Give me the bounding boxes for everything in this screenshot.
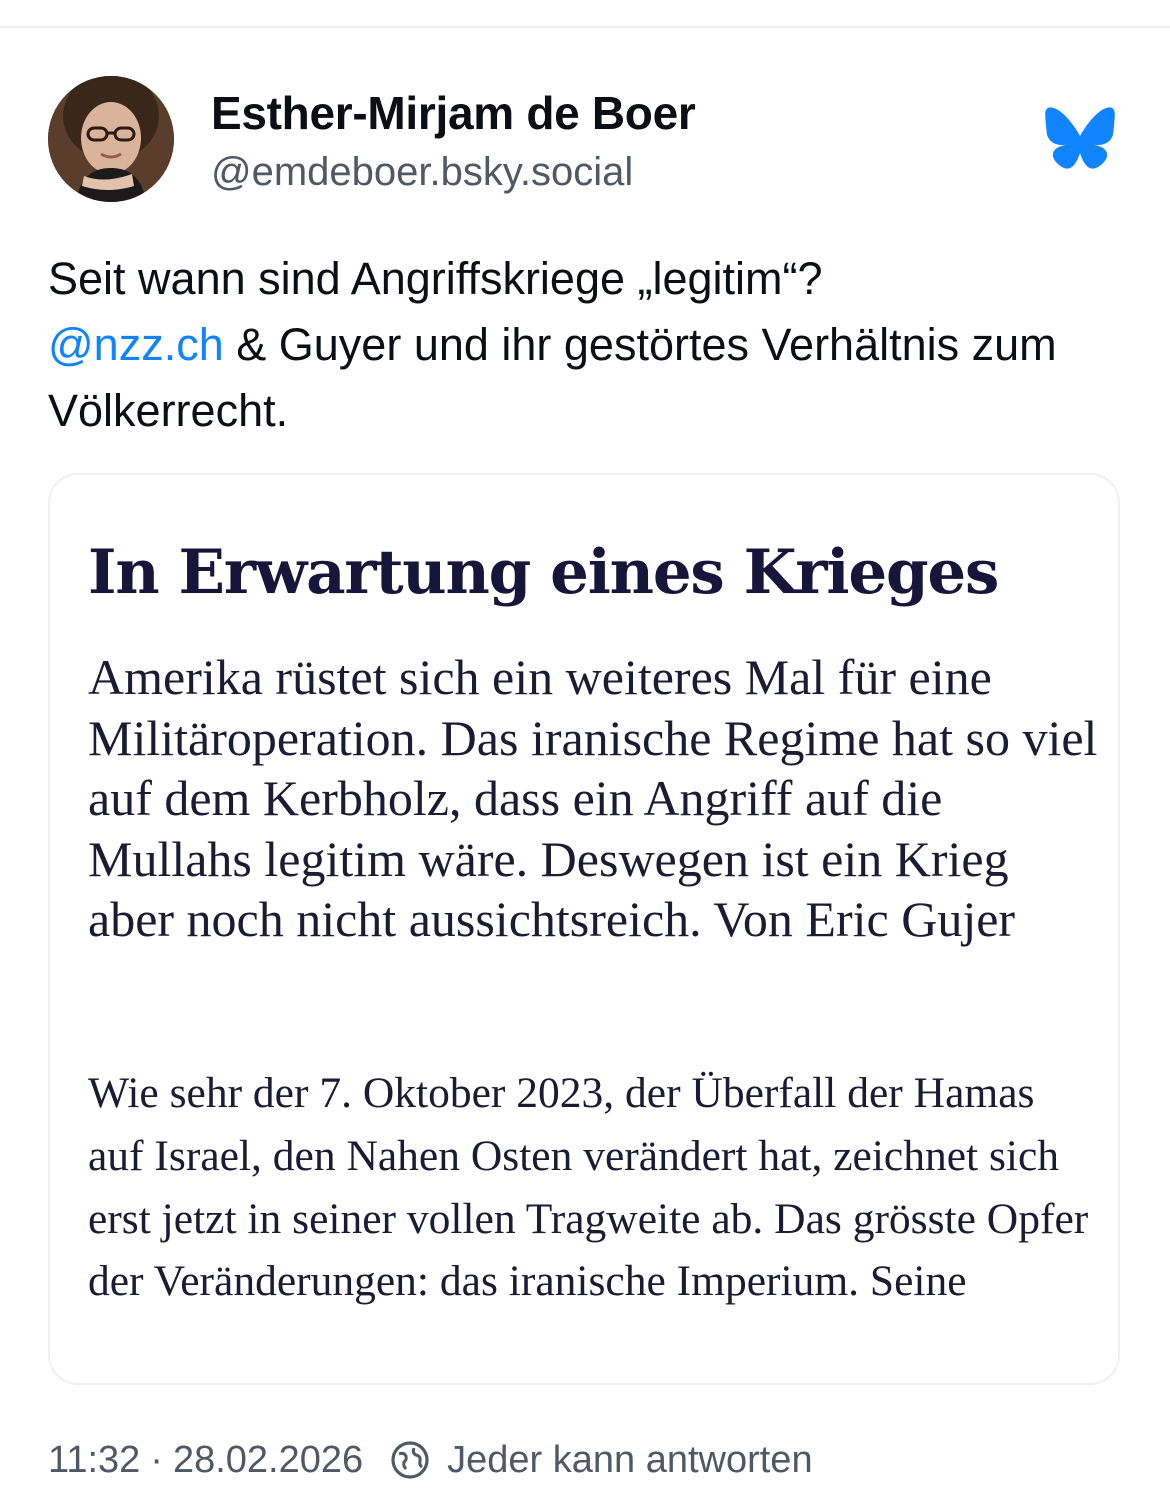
post-text-rest: & Guyer und ihr gestörtes Verhältnis zum Völkerrecht.	[48, 319, 1057, 436]
post-text-intro: Seit wann sind Angriffskriege „legitim“?	[48, 253, 823, 304]
mention-link[interactable]: @nzz.ch	[48, 319, 224, 370]
article-body	[88, 1062, 1098, 1313]
author-avatar[interactable]	[48, 76, 174, 202]
post-time: 11:32	[48, 1438, 141, 1481]
author-name[interactable]: Esther-Mirjam de Boer	[211, 87, 696, 139]
article-lead: Amerika rüstet sich ein weiteres Mal für eine Militäroperation. Das iranische Regime hat so viel auf dem Kerbholz, dass ein Angriff auf die Mullahs legitim wäre. Deswegen ist ein Krieg aber noch nicht aussichtsreich. Von Eric Gujer	[88, 649, 1098, 948]
footer-separator: ·	[150, 1438, 163, 1481]
embedded-image-card[interactable]	[48, 473, 1120, 1385]
post-text	[48, 246, 1128, 444]
reply-setting-label[interactable]: Jeder kann antworten	[447, 1438, 813, 1481]
top-divider	[0, 26, 1170, 28]
author-handle[interactable]: @emdeboer.bsky.social	[211, 150, 634, 194]
globe-reply-setting-icon	[389, 1439, 431, 1481]
article-headline: In Erwartung eines Krieges	[88, 537, 999, 608]
article-body-text: Wie sehr der 7. Oktober 2023, der Überfall der Hamas auf Israel, den Nahen Osten verändert hat, zeichnet sich erst jetzt in seiner vollen Tragweite ab. Das grösste Opfer der Veränderungen: das iranische Imperium. Seine	[88, 1069, 1089, 1306]
bluesky-butterfly-icon[interactable]	[1044, 105, 1116, 171]
post-footer	[48, 1434, 813, 1486]
post-date: 28.02.2026	[172, 1438, 364, 1481]
avatar-image	[48, 76, 174, 202]
